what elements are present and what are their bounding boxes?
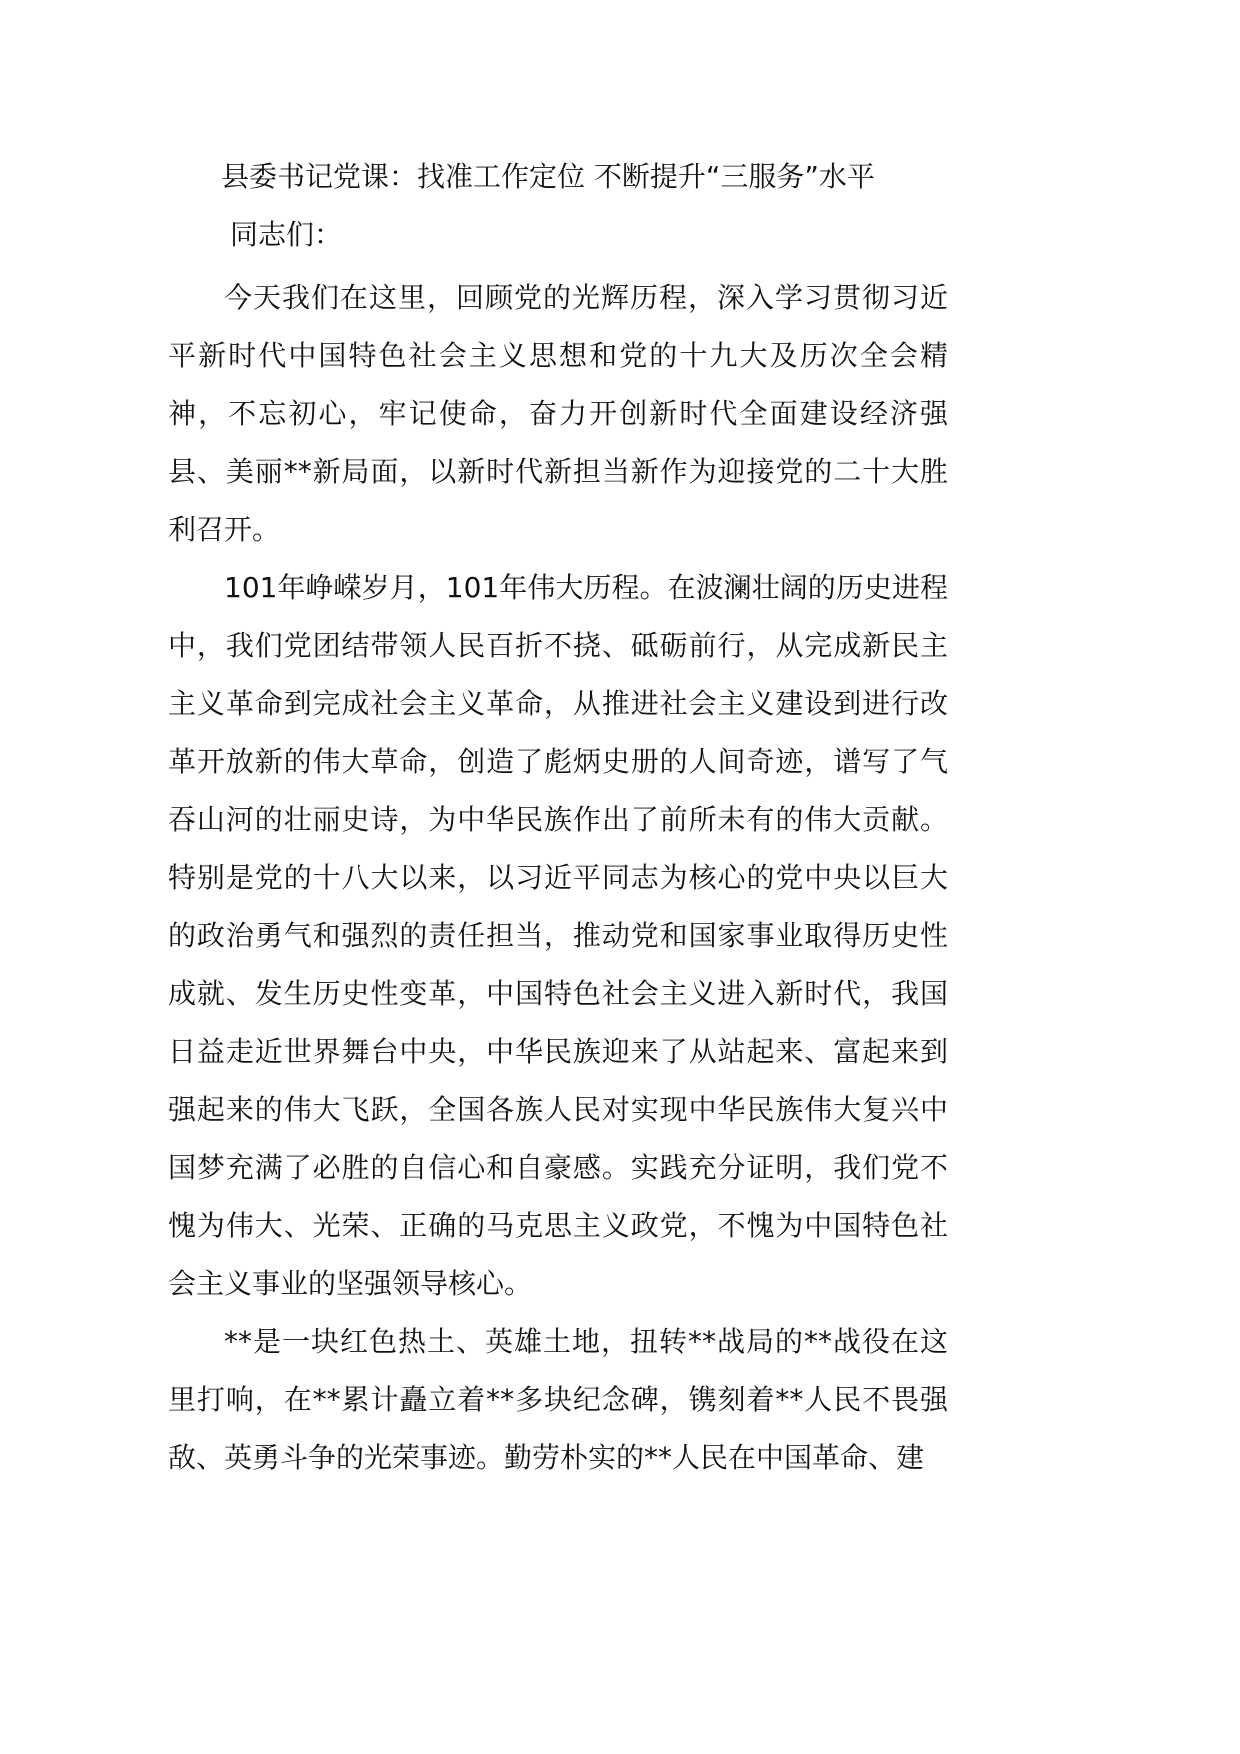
salutation: 同志们：: [230, 218, 343, 251]
document-body: [168, 269, 948, 1487]
paragraph: **是一块红色热土、英雄土地，扭转**战局的**战役在这里打响，在**累计矗立着**多块纪念碑，镌刻着**人民不畏强敌、英勇斗争的光荣事迹。勤劳朴实的**人民在中国革命、建: [168, 1325, 948, 1474]
paragraph: 今天我们在这里，回顾党的光辉历程，深入学习贯彻习近平新时代中国特色社会主义思想和党的十九大及历次全会精神，不忘初心，牢记使命，奋力开创新时代全面建设经济强县、美丽**新局面，以新时代新担当新作为迎接党的二十大胜利召开。: [168, 281, 948, 546]
paragraph: 101年峥嵘岁月，101年伟大历程。在波澜壮阔的历史进程中，我们党团结带领人民百折不挠、砥砺前行，从完成新民主主义革命到完成社会主义革命，从推进社会主义建设到进行改革开放新的伟大草命，创造了彪炳史册的人间奇迹，谱写了气吞山河的壮丽史诗，为中华民族作出了前所未有的伟大贡献。特别是党的十八大以来，以习近平同志为核心的党中央以巨大的政治勇气和强烈的责任担当，推动党和国家事业取得历史性成就、发生历史性变革，中国特色社会主义进入新时代，我国日益走近世界舞台中央，中华民族迎来了从站起来、富起来到强起来的伟大飞跃，全国各族人民对实现中华民族伟大复兴中国梦充满了必胜的自信心和自豪感。实践充分证明，我们党不愧为伟大、光荣、正确的马克思主义政党，不愧为中国特色社会主义事业的坚强领导核心。: [168, 571, 948, 1300]
document-title: 县委书记党课：找准工作定位 不断提升“三服务”水平: [221, 160, 875, 193]
